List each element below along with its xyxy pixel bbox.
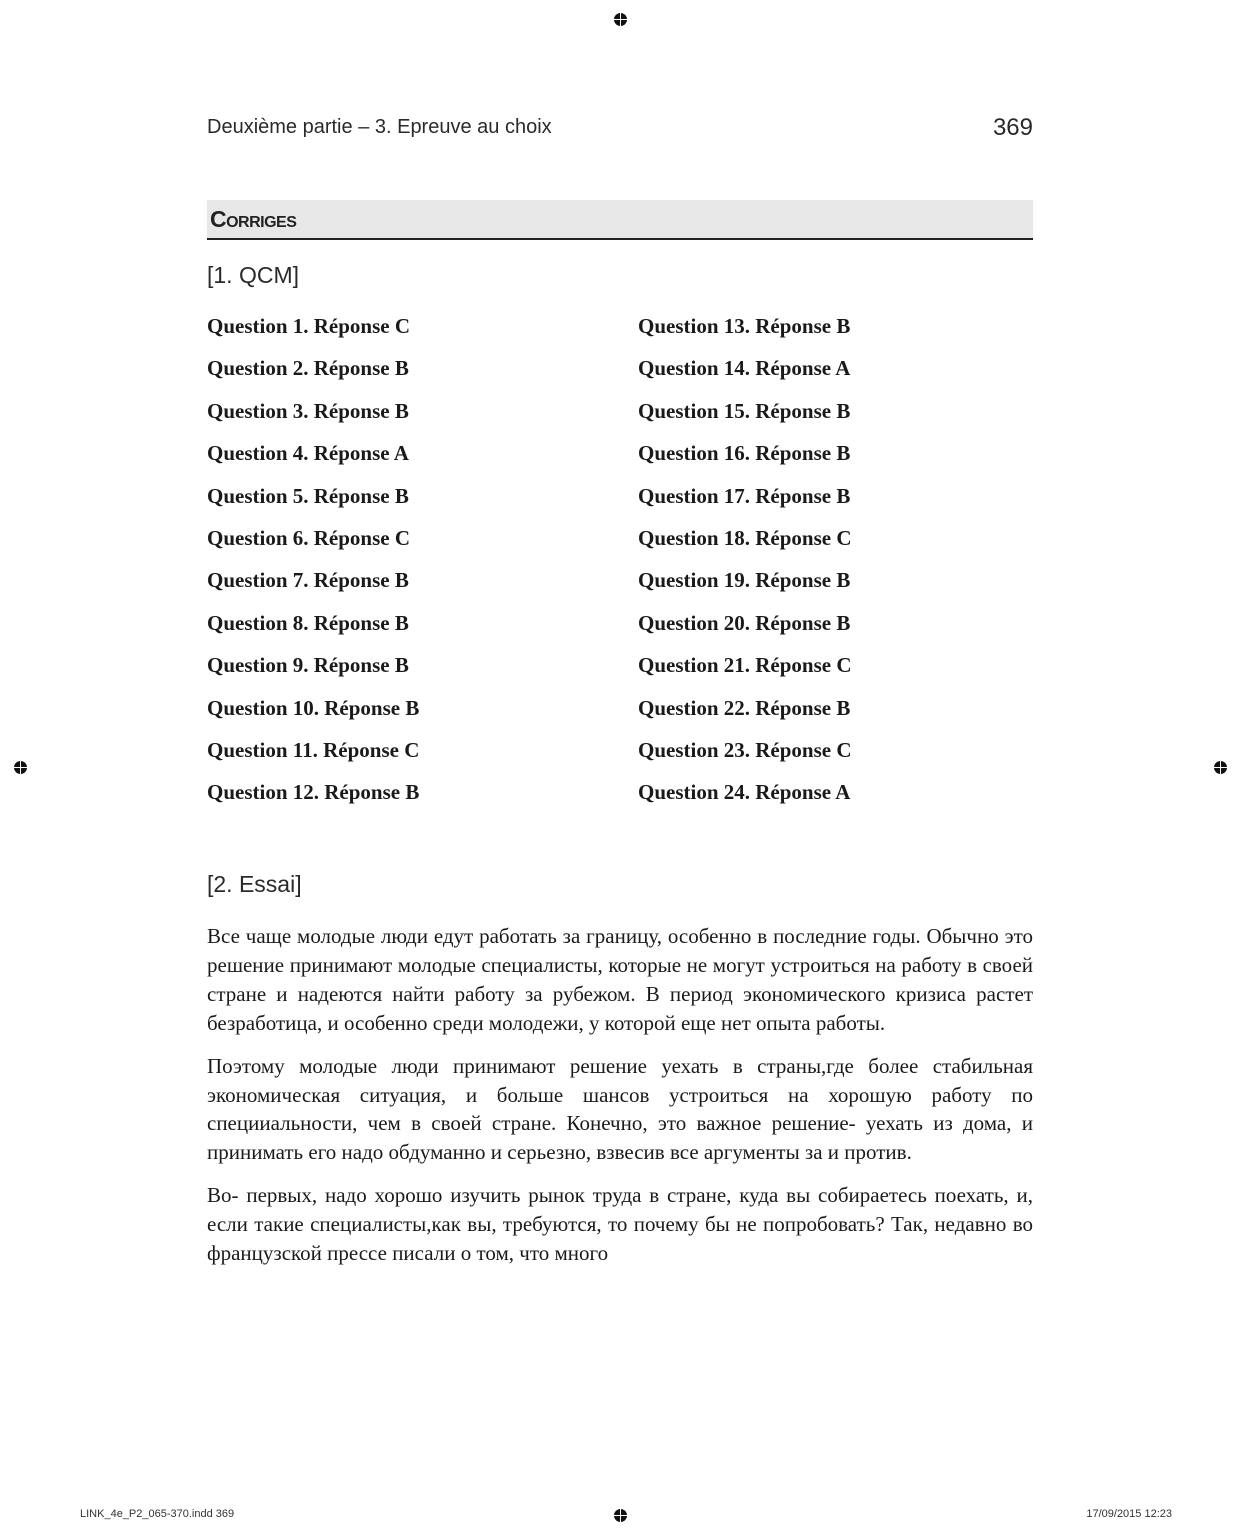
essay-heading: [2. Essai] [207,871,302,897]
registration-mark-icon [614,13,627,26]
qcm-answer: Question 1. Réponse C [207,314,411,338]
qcm-answer: Question 24. Réponse A [638,780,851,805]
qcm-answer: Question 3. Réponse B [207,398,409,423]
qcm-answer: Question 18. Réponse C [638,525,852,550]
page-number: 369 [992,114,1033,141]
qcm-answer: Question 19. Réponse B [638,568,851,593]
qcm-answer: Question 5. Réponse B [207,483,409,508]
essay-body [207,922,1033,1282]
registration-mark-icon [614,1509,627,1522]
essay-paragraph: Все чаще молодые люди едут работать за границу, особенно в последние годы. Обычно это решение принимают молодые специалисты, которые не могут устроиться на работу в своей стране и надеются найти работу за рубежом. В период экономического кризиса растет безработица, и особенно среди молодежи, у которой еще нет опыта работы. [207,924,1033,1035]
qcm-answers-left [207,312,607,821]
qcm-heading: [1. QCM] [207,262,300,288]
qcm-answer: Question 16. Réponse B [638,441,851,466]
qcm-answer: Question 9. Réponse B [207,653,409,678]
qcm-answer: Question 14. Réponse A [638,356,851,381]
qcm-answer: Question 10. Réponse B [207,695,420,720]
qcm-answer: Question 21. Réponse C [638,653,852,678]
qcm-answers-right [638,312,1038,821]
essay-paragraph: Во- первых, надо хорошо изучить рынок труда в стране, куда вы собираетесь поехать, и, если такие специалисты,как вы, требуются, то почему бы не попробовать? Так, недавно во французской прессе писали о том, что много [207,1183,1033,1266]
qcm-answer: Question 6. Réponse C [207,525,411,550]
qcm-answer: Question 8. Réponse B [207,610,409,635]
qcm-answer: Question 11. Réponse C [207,737,420,762]
registration-mark-icon [1214,761,1227,774]
section-band [207,200,1033,240]
qcm-answer: Question 7. Réponse B [207,568,409,593]
qcm-answer: Question 4. Réponse A [207,441,409,466]
qcm-answer: Question 17. Réponse B [638,483,851,508]
qcm-answer: Question 12. Réponse B [207,780,420,805]
qcm-answer: Question 23. Réponse C [638,737,852,762]
print-date: 17/09/2015 12:23 [1086,1508,1172,1520]
section-title: Corriges [210,206,297,232]
qcm-answer: Question 20. Réponse B [638,610,851,635]
essay-paragraph: Поэтому молодые люди принимают решение уехать в страны,где более стабильная экономическая ситуация, и больше шансов устроиться на хорошую работу по специиальности, чем в своей стране. Конечно, это важное решение- уехать из дома, и принимать его надо обдуманно и серьезно, взвесив все аргументы за и против. [207,1053,1033,1165]
running-head: Deuxième partie – 3. Epreuve au choix [207,116,552,138]
qcm-answer: Question 2. Réponse B [207,356,409,381]
file-slug: LINK_4e_P2_065-370.indd 369 [80,1508,235,1520]
registration-mark-icon [14,761,27,774]
qcm-answer: Question 15. Réponse B [638,398,851,423]
qcm-answer: Question 22. Réponse B [638,695,851,720]
qcm-answer: Question 13. Réponse B [638,314,851,338]
